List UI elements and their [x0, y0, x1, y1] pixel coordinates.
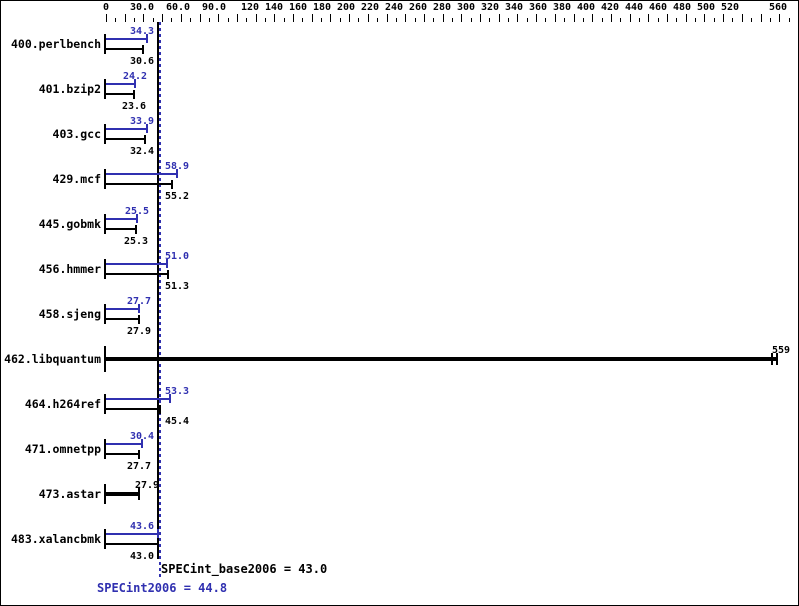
left-cap — [104, 124, 106, 144]
peak-value-label: 33.9 — [129, 116, 155, 127]
left-cap — [104, 529, 106, 549]
axis-major-tick — [611, 14, 612, 22]
benchmark-name: 401.bzip2 — [38, 82, 101, 96]
axis-tick-label: 120 — [240, 2, 260, 13]
base-bar — [106, 408, 160, 410]
benchmark-name: 462.libquantum — [4, 352, 101, 366]
axis-minor-tick — [358, 18, 359, 22]
benchmark-name: 403.gcc — [52, 127, 101, 141]
axis-minor-tick — [527, 18, 528, 22]
base-end-cap — [135, 225, 137, 234]
axis-tick-label: 460 — [648, 2, 668, 13]
benchmark-name: 445.gobmk — [38, 217, 101, 231]
peak-value-label: 27.7 — [126, 296, 152, 307]
axis-major-tick — [517, 14, 518, 22]
axis-major-tick — [536, 14, 537, 22]
base-end-cap — [142, 45, 144, 54]
peak-bar — [106, 443, 142, 445]
single-bar — [106, 492, 139, 496]
axis-tick-label: 300 — [456, 2, 476, 13]
base-bar — [106, 543, 158, 545]
axis-tick-label: 180 — [312, 2, 332, 13]
axis-minor-tick — [770, 18, 771, 22]
benchmark-name: 429.mcf — [52, 172, 101, 186]
left-cap — [104, 439, 106, 459]
base-end-cap — [157, 540, 159, 549]
benchmark-name: 456.hmmer — [38, 262, 101, 276]
axis-tick-label: 60.0 — [165, 2, 191, 13]
axis-major-tick — [330, 14, 331, 22]
left-cap — [104, 394, 106, 414]
axis-tick-label: 280 — [432, 2, 452, 13]
axis-major-tick — [405, 14, 406, 22]
axis-minor-tick — [171, 18, 172, 22]
axis-major-tick — [162, 14, 163, 22]
axis-major-tick — [704, 14, 705, 22]
axis-tick-label: 220 — [360, 2, 380, 13]
peak-value-label: 25.5 — [124, 206, 150, 217]
peak-bar — [106, 128, 147, 130]
benchmark-name: 471.omnetpp — [24, 442, 101, 456]
axis-major-tick — [349, 14, 350, 22]
benchmark-name: 400.perlbench — [10, 37, 101, 51]
benchmark-name: 458.sjeng — [38, 307, 101, 321]
peak-bar — [106, 173, 177, 175]
base-value-label: 32.4 — [129, 146, 155, 157]
benchmark-name: 473.astar — [38, 487, 101, 501]
base-bar — [106, 138, 145, 140]
axis-tick-label: 200 — [336, 2, 356, 13]
peak-value-label: 53.3 — [165, 386, 190, 397]
left-cap — [104, 214, 106, 234]
axis-tick-label: 560 — [768, 2, 788, 13]
base-value-label: 23.6 — [121, 101, 147, 112]
base-end-cap — [144, 135, 146, 144]
specint-base2006-total-label: SPECint_base2006 = 43.0 — [161, 562, 328, 576]
base-bar — [106, 48, 143, 50]
axis-major-tick — [125, 14, 126, 22]
left-cap — [104, 304, 106, 324]
axis-major-tick — [256, 14, 257, 22]
peak-value-label: 34.3 — [129, 26, 155, 37]
axis-major-tick — [237, 14, 238, 22]
axis-tick-label: 0 — [102, 2, 110, 13]
axis-tick-label: 360 — [528, 2, 548, 13]
benchmark-name: 483.xalancbmk — [10, 532, 101, 546]
axis-minor-tick — [209, 18, 210, 22]
axis-major-tick — [742, 14, 743, 22]
single-bar — [106, 357, 777, 361]
left-cap — [104, 79, 106, 99]
peak-bar — [106, 308, 139, 310]
axis-minor-tick — [695, 18, 696, 22]
base-end-cap — [138, 315, 140, 324]
axis-tick-label: 400 — [576, 2, 596, 13]
base-value-label: 43.0 — [129, 551, 155, 562]
axis-tick-label: 520 — [720, 2, 740, 13]
axis-major-tick — [630, 14, 631, 22]
axis-minor-tick — [751, 18, 752, 22]
axis-major-tick — [387, 14, 388, 22]
peak-bar — [106, 83, 135, 85]
axis-major-tick — [443, 14, 444, 22]
peak-value-label: 43.6 — [129, 521, 155, 532]
axis-minor-tick — [583, 18, 584, 22]
base-end-cap — [159, 405, 161, 414]
base-bar — [106, 228, 136, 230]
base-bar — [106, 318, 139, 320]
axis-minor-tick — [284, 18, 285, 22]
peak-bar — [106, 38, 147, 40]
axis-minor-tick — [302, 18, 303, 22]
base-value-label: 45.4 — [165, 416, 190, 427]
base-value-label: 27.7 — [126, 461, 152, 472]
base-value-label: 51.3 — [165, 281, 190, 292]
base-bar — [106, 273, 168, 275]
axis-tick-label: 240 — [384, 2, 404, 13]
axis-minor-tick — [732, 18, 733, 22]
axis-minor-tick — [564, 18, 565, 22]
axis-minor-tick — [246, 18, 247, 22]
axis-minor-tick — [602, 18, 603, 22]
peak-bar — [106, 533, 158, 535]
base-value-label: 55.2 — [165, 191, 190, 202]
left-cap — [104, 34, 106, 54]
axis-minor-tick — [471, 18, 472, 22]
axis-major-tick — [181, 14, 182, 22]
axis-minor-tick — [714, 18, 715, 22]
axis-major-tick — [686, 14, 687, 22]
left-cap — [104, 169, 106, 189]
axis-major-tick — [779, 14, 780, 22]
base-end-cap — [133, 90, 135, 99]
peak-value-label: 24.2 — [122, 71, 148, 82]
axis-major-tick — [143, 14, 144, 22]
axis-major-tick — [274, 14, 275, 22]
axis-minor-tick — [321, 18, 322, 22]
axis-major-tick — [723, 14, 724, 22]
peak-value-label: 30.4 — [129, 431, 155, 442]
base-end-cap — [138, 450, 140, 459]
axis-major-tick — [499, 14, 500, 22]
axis-minor-tick — [639, 18, 640, 22]
axis-tick-label: 440 — [624, 2, 644, 13]
base-value-label: 30.6 — [129, 56, 155, 67]
axis-minor-tick — [115, 18, 116, 22]
axis-minor-tick — [340, 18, 341, 22]
axis-major-tick — [555, 14, 556, 22]
base-end-cap — [167, 270, 169, 279]
axis-tick-label: 420 — [600, 2, 620, 13]
axis-major-tick — [293, 14, 294, 22]
axis-tick-label: 160 — [288, 2, 308, 13]
peak-bar — [106, 218, 137, 220]
axis-minor-tick — [228, 18, 229, 22]
peak-value-label: 58.9 — [165, 161, 190, 172]
specint2006-total-label: SPECint2006 = 44.8 — [97, 581, 228, 595]
peak-bar — [106, 263, 167, 265]
axis-minor-tick — [545, 18, 546, 22]
axis-tick-label: 500 — [696, 2, 716, 13]
axis-minor-tick — [377, 18, 378, 22]
axis-major-tick — [312, 14, 313, 22]
axis-major-tick — [424, 14, 425, 22]
axis-major-tick — [648, 14, 649, 22]
axis-minor-tick — [153, 18, 154, 22]
axis-major-tick — [106, 14, 107, 22]
axis-minor-tick — [789, 18, 790, 22]
axis-tick-label: 30.0 — [129, 2, 155, 13]
axis-major-tick — [368, 14, 369, 22]
axis-tick-label: 260 — [408, 2, 428, 13]
axis-minor-tick — [676, 18, 677, 22]
axis-minor-tick — [658, 18, 659, 22]
axis-minor-tick — [508, 18, 509, 22]
axis-tick-label: 340 — [504, 2, 524, 13]
base-value-label: 25.3 — [123, 236, 149, 247]
axis-major-tick — [480, 14, 481, 22]
axis-minor-tick — [452, 18, 453, 22]
base-bar — [106, 453, 139, 455]
axis-tick-label: 320 — [480, 2, 500, 13]
axis-tick-label: 90.0 — [201, 2, 227, 13]
base-bar — [106, 93, 134, 95]
axis-minor-tick — [396, 18, 397, 22]
base-bar — [106, 183, 172, 185]
base-end-cap — [171, 180, 173, 189]
axis-minor-tick — [134, 18, 135, 22]
single-value-label: 27.9 — [134, 480, 160, 491]
axis-major-tick — [592, 14, 593, 22]
single-value-label: 559 — [771, 345, 791, 356]
axis-tick-label: 140 — [264, 2, 284, 13]
axis-major-tick — [761, 14, 762, 22]
axis-minor-tick — [489, 18, 490, 22]
peak-value-label: 51.0 — [165, 251, 190, 262]
axis-major-tick — [218, 14, 219, 22]
axis-major-tick — [200, 14, 201, 22]
axis-minor-tick — [415, 18, 416, 22]
axis-tick-label: 480 — [672, 2, 692, 13]
axis-tick-label: 380 — [552, 2, 572, 13]
benchmark-name: 464.h264ref — [24, 397, 101, 411]
axis-major-tick — [574, 14, 575, 22]
axis-minor-tick — [265, 18, 266, 22]
axis-major-tick — [461, 14, 462, 22]
axis-major-tick — [667, 14, 668, 22]
peak-bar — [106, 398, 170, 400]
axis-minor-tick — [433, 18, 434, 22]
base-value-label: 27.9 — [126, 326, 152, 337]
axis-minor-tick — [620, 18, 621, 22]
left-cap — [104, 259, 106, 279]
axis-minor-tick — [190, 18, 191, 22]
